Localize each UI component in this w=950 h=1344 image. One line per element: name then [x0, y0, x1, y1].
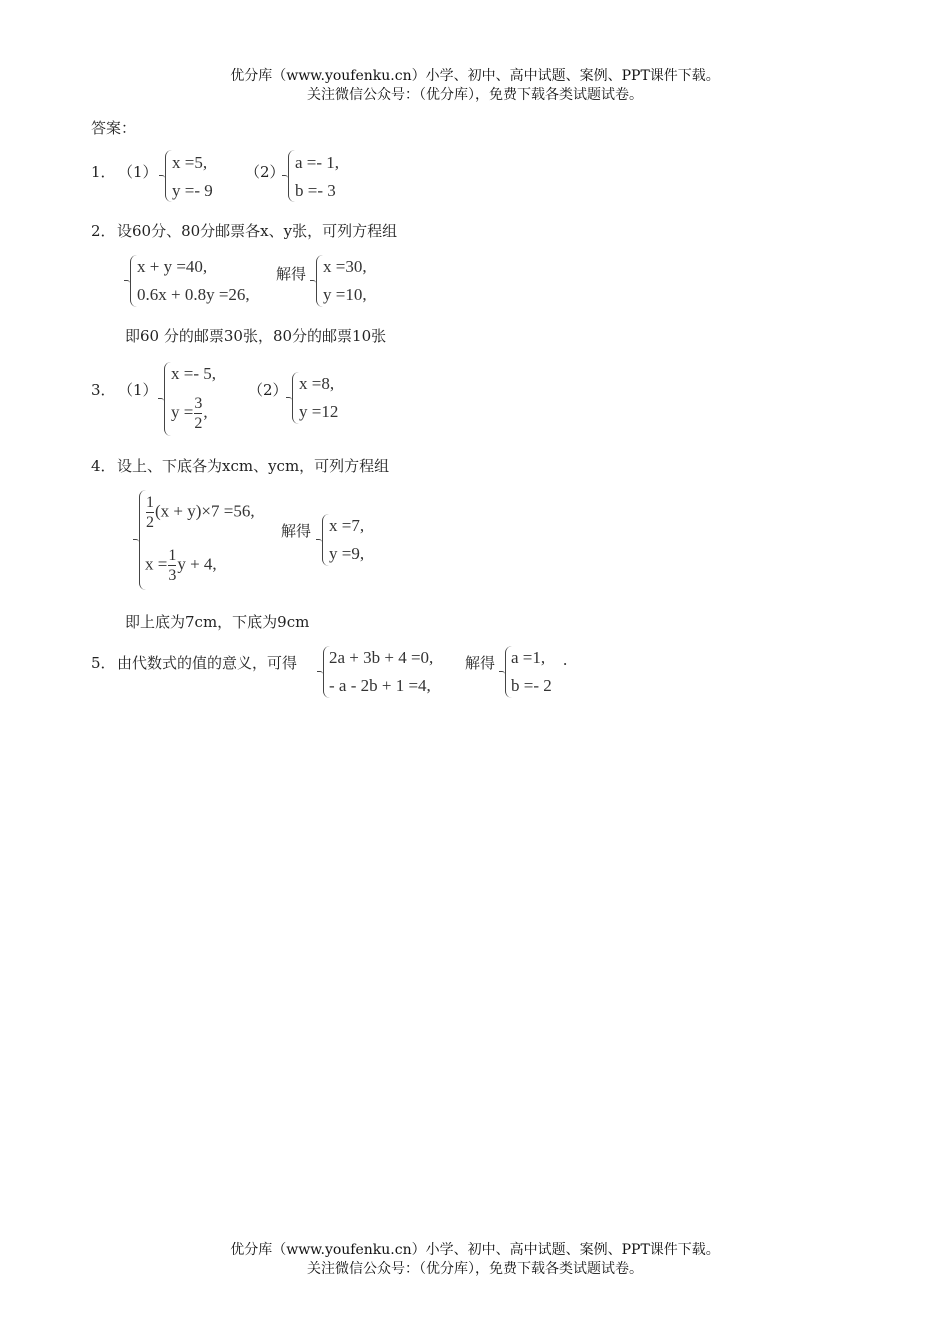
q1-part1-label: （1）	[118, 163, 158, 181]
q4-eq1-rest: (x + y)×7 =56,	[155, 501, 255, 521]
q5-sol2: b =- 2	[511, 676, 552, 695]
q4-eq2-fraction	[168, 546, 176, 585]
q3-part2-eq2: y =12	[299, 402, 339, 421]
q4-eq2-rest: y + 4,	[177, 554, 217, 574]
q2-conclusion: 即60 分的邮票30张，80分的邮票10张	[125, 327, 387, 345]
q3-part1-label: （1）	[118, 381, 158, 399]
footer-line-2: 关注微信公众号：（优分库），免费下载各类试题试卷。	[307, 1261, 643, 1277]
footer-line-1: 优分库（www.youfenku.cn）小学、初中、高中试题、案例、PPT课件下载。	[230, 1242, 720, 1258]
q5-text: 由代数式的值的意义，可得	[117, 654, 298, 672]
q5-eq2: - a - 2b + 1 =4,	[329, 676, 431, 695]
q4-conclusion: 即上底为7cm，下底为9cm	[125, 613, 310, 631]
q4-sol2: y =9,	[329, 544, 365, 563]
answers-title: 答案：	[91, 119, 137, 137]
q4-solve-label: 解得	[281, 522, 312, 540]
q1-part2-brace	[288, 150, 295, 202]
q5-period: .	[563, 650, 568, 669]
header-line-2: 关注微信公众号：（优分库），免费下载各类试题试卷。	[307, 87, 643, 103]
q1-number: 1．	[91, 163, 116, 181]
q3-number: 3．	[91, 381, 116, 399]
q5-sol1: a =1,	[511, 648, 546, 667]
q3-part2-brace	[292, 372, 299, 424]
q3-frac-den: 2	[194, 415, 203, 432]
q2-text: 设60分、80分邮票各x、y张，可列方程组	[117, 222, 398, 240]
q5-solve-label: 解得	[465, 654, 496, 672]
q3-part1-eq1: x =- 5,	[171, 364, 216, 383]
q4-solution-brace	[322, 514, 329, 566]
q3-frac-num: 3	[194, 395, 203, 412]
q4-eq2-lhs: x =	[145, 554, 168, 574]
q3-part2-label: （2）	[248, 381, 288, 399]
q1-part1-eq1: x =5,	[172, 153, 208, 172]
q4-eq1	[145, 493, 255, 532]
q4-text: 设上、下底各为xcm、ycm，可列方程组	[117, 457, 390, 475]
q5-eq1: 2a + 3b + 4 =0,	[329, 648, 434, 667]
q1-part1-brace	[165, 150, 172, 202]
q3-fraction	[194, 394, 202, 433]
q4-eq1-frac-num: 1	[146, 494, 154, 511]
q4-eq2-frac-num: 1	[168, 547, 177, 564]
q1-part2-eq2: b =- 3	[295, 181, 336, 200]
q1-part2-label: （2）	[245, 163, 285, 181]
q4-eq1-frac-den: 2	[146, 514, 154, 531]
q5-number: 5．	[91, 654, 116, 672]
q3-eq2-lhs: y =	[171, 402, 194, 422]
q2-eq1: x + y =40,	[137, 257, 208, 276]
q2-solve-label: 解得	[276, 265, 307, 283]
q2-solution-brace	[316, 255, 323, 307]
q2-sol2: y =10,	[323, 285, 367, 304]
q3-part1-eq2	[171, 394, 208, 433]
q2-system-brace	[130, 255, 137, 307]
q2-sol1: x =30,	[323, 257, 367, 276]
q3-part1-brace	[164, 362, 171, 436]
q4-eq2	[145, 546, 217, 585]
q4-sol1: x =7,	[329, 516, 365, 535]
q4-number: 4．	[91, 457, 116, 475]
q2-eq2: 0.6x + 0.8y =26,	[137, 285, 250, 304]
q4-eq1-fraction	[146, 493, 154, 532]
q3-eq2-comma: ,	[203, 402, 208, 422]
q2-number: 2．	[91, 222, 116, 240]
header-line-1: 优分库（www.youfenku.cn）小学、初中、高中试题、案例、PPT课件下载。	[230, 68, 720, 84]
q4-eq2-frac-den: 3	[168, 567, 177, 584]
q1-part2-eq1: a =- 1,	[295, 153, 340, 172]
q3-part2-eq1: x =8,	[299, 374, 335, 393]
q1-part1-eq2: y =- 9	[172, 181, 213, 200]
